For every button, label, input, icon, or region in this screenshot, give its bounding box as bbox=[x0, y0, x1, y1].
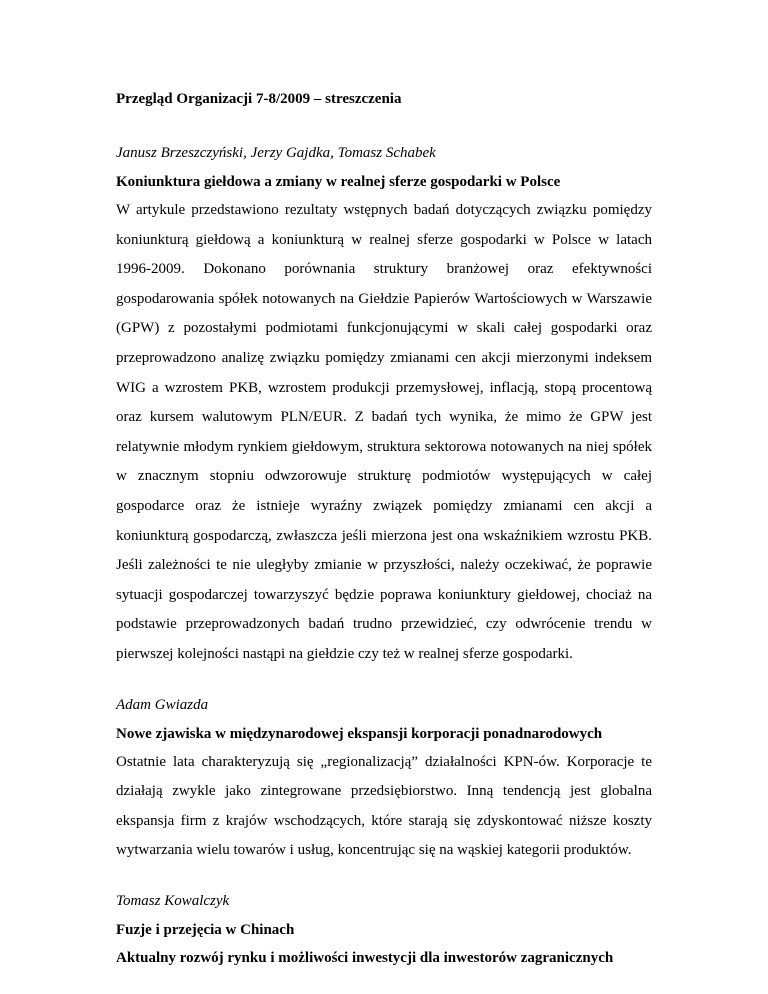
article-2 bbox=[116, 691, 652, 866]
article-authors: Janusz Brzeszczyński, Jerzy Gajdka, Tomasz Schabek bbox=[116, 145, 436, 161]
article-abstract: Ostatnie lata charakteryzują się „regionalizacją” działalności KPN-ów. Korporacje te działają zwykle jako zintegrowane przedsiębiorstwo. Inną tendencją jest globalna ekspansja firm z krajów wschodzących, które starają się zdyskontować niższe koszty wytwarzania wielu towarów i usług, koncentrując się na wąskiej kategorii produktów. bbox=[116, 753, 652, 859]
article-subtitle: Aktualny rozwój rynku i możliwości inwestycji dla inwestorów zagranicznych bbox=[116, 949, 614, 966]
article-1 bbox=[116, 139, 652, 670]
document-page bbox=[116, 84, 652, 993]
article-abstract: W artykule przedstawiono rezultaty wstępnych badań dotyczących związku pomiędzy koniunkturą giełdową a koniunkturą w realnej sferze gospodarki w Polsce w latach 1996-2009. Dokonano porównania struktury branżowej oraz efektywności gospodarowania spółek notowanych na Giełdzie Papierów Wartościowych w Warszawie (GPW) z pozostałymi podmiotami funkcjonującymi w skali całej gospodarki oraz przeprowadzono analizę związku pomiędzy zmianami cen akcji mierzonymi indeksem WIG a wzrostem PKB, wzrostem produkcji przemysłowej, inflacją, stopą procentową oraz kursem walutowym PLN/EUR. Z badań tych wynika, że mimo że GPW jest relatywnie młodym rynkiem giełdowym, struktura sektorowa notowanych na niej spółek w znacznym stopniu odwzorowuje strukturę podmiotów występujących w całej gospodarce oraz że istnieje wyraźny związek pomiędzy zmianami cen akcji a koniunkturą gospodarczą, zwłaszcza jeśli mierzona jest ona wskaźnikiem wzrostu PKB. Jeśli zależności te nie uległyby zmianie w przyszłości, należy oczekiwać, że poprawie sytuacji gospodarczej towarzyszyć będzie poprawa koniunktury giełdowej, chociaż na podstawie przeprowadzonych badań trudno przewidzieć, czy odwrócenie trendu w pierwszej kolejności nastąpi na giełdzie czy też w realnej sferze gospodarki. bbox=[116, 202, 652, 662]
article-title: Koniunktura giełdowa a zmiany w realnej sferze gospodarki w Polsce bbox=[116, 174, 561, 190]
article-title: Fuzje i przejęcia w Chinach bbox=[116, 921, 295, 938]
article-authors: Adam Gwiazda bbox=[116, 696, 209, 713]
document-title: Przegląd Organizacji 7-8/2009 – streszczenia bbox=[116, 91, 402, 107]
article-title: Nowe zjawiska w międzynarodowej ekspansji korporacji ponadnarodowych bbox=[116, 725, 603, 742]
article-authors: Tomasz Kowalczyk bbox=[116, 892, 230, 909]
article-3 bbox=[116, 887, 652, 972]
